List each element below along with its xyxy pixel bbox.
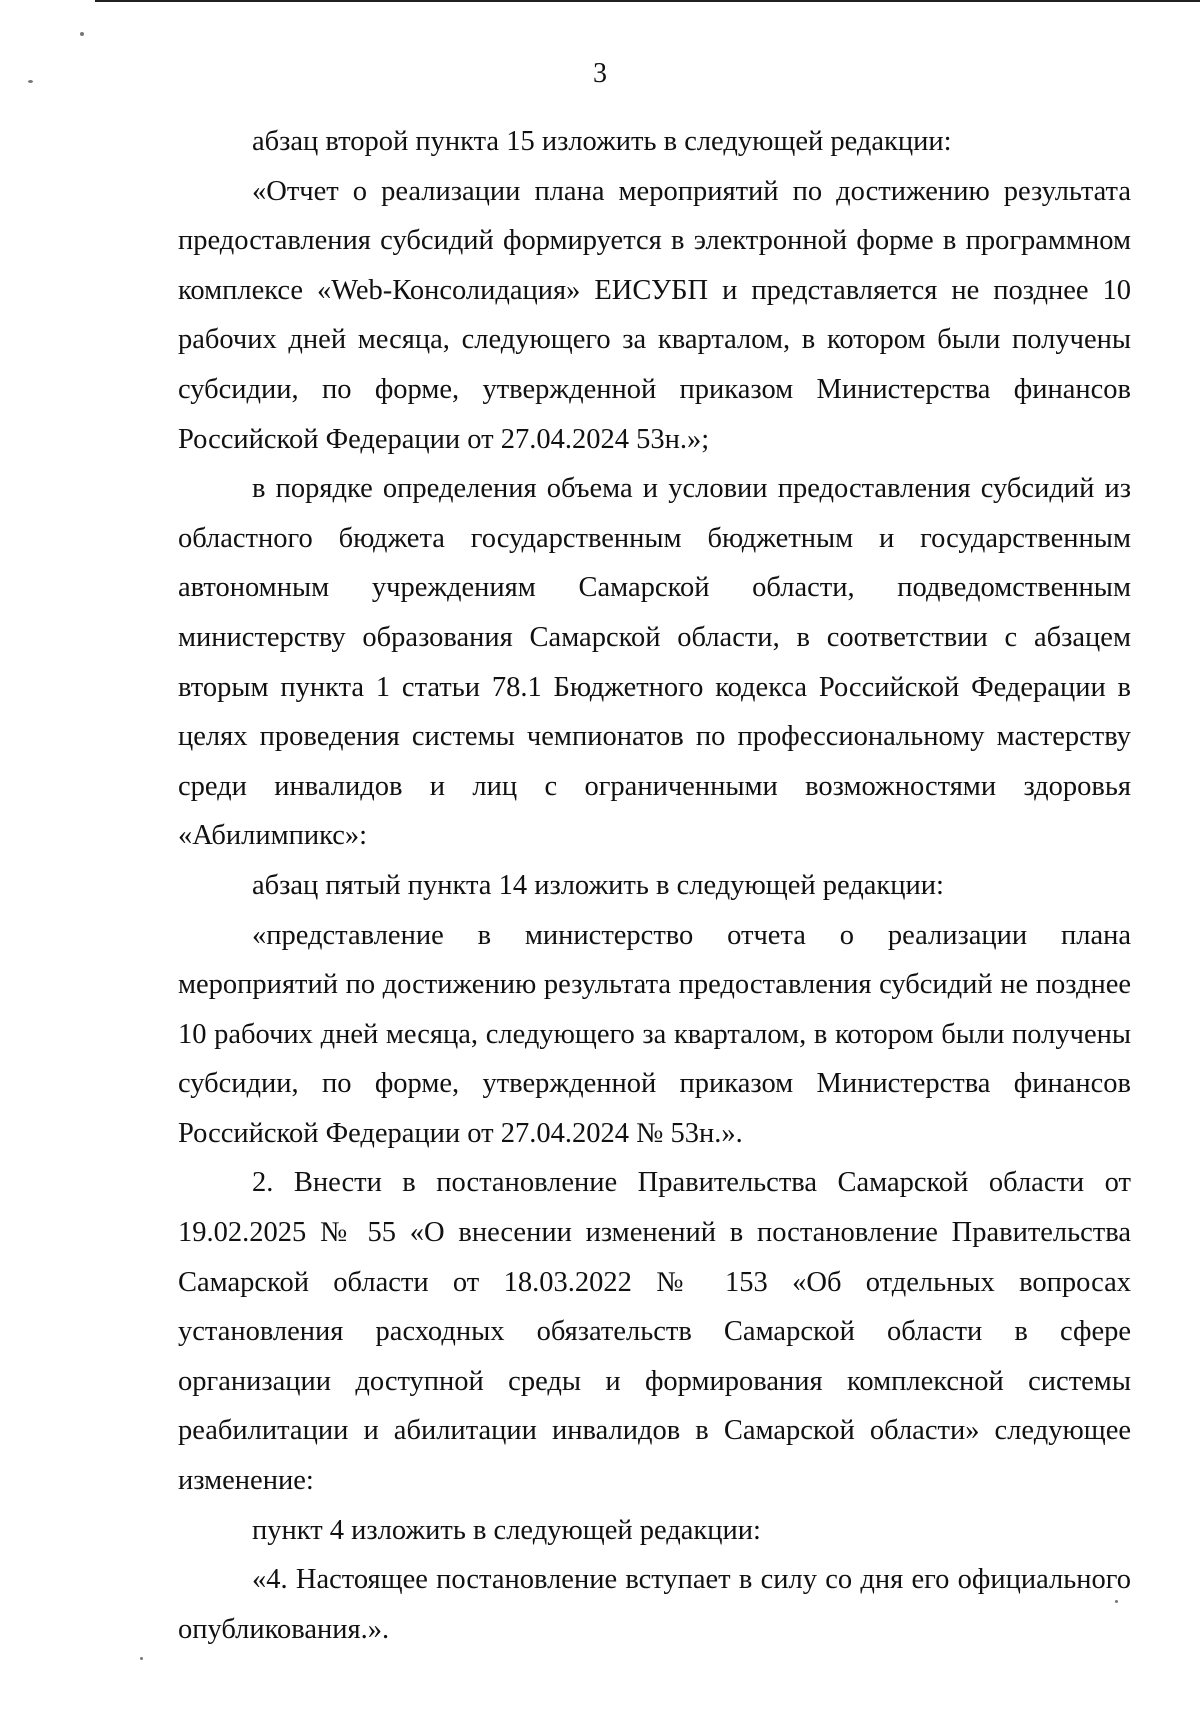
scan-speck: [28, 80, 33, 83]
top-edge-line: [95, 0, 1200, 2]
paragraph-4: абзац пятый пункта 14 изложить в следующей редакции:: [252, 869, 944, 901]
paragraph-5: «представление в министерство отчета о реализации плана мероприятий по достижению результата предоставления субсидий не позднее 10 рабочих дней месяца, следующего за кварталом, в котором были получены субсидии, по форме, утвержденной приказом Министерства финансов Российской Федерации от 27.04.2024 № 53н.».: [178, 919, 1131, 1149]
scan-speck: [1115, 1600, 1118, 1603]
scan-speck: [80, 32, 84, 36]
document-body: [178, 117, 1131, 1654]
paragraph-2: «Отчет о реализации плана мероприятий по достижению результата предоставления субсидий формируется в электронной форме в программном комплексе «Web-Консолидация» ЕИСУБП и представляется не позднее 10 рабочих дней месяца, следующего за кварталом, в котором были получены субсидии, по форме, утвержденной приказом Министерства финансов Российской Федерации от 27.04.2024 53н.»;: [178, 175, 1131, 455]
page-number: 3: [593, 58, 607, 89]
paragraph-6: 2. Внести в постановление Правительства Самарской области от 19.02.2025 № 55 «О внесении изменений в постановление Правительства Самарской области от 18.03.2022 № 153 «Об отдельных вопросах установления расходных обязательств Самарской области в сфере организации доступной среды и формирования комплексной системы реабилитации и абилитации инвалидов в Самарской области» следующее изменение:: [178, 1167, 1131, 1497]
scan-speck: [140, 1657, 143, 1660]
paragraph-8: «4. Настоящее постановление вступает в силу со дня его официального опубликования.».: [178, 1564, 1131, 1645]
paragraph-3: в порядке определения объема и условии предоставления субсидий из областного бюджета государственным бюджетным и государственным автономным учреждениям Самарской области, подведомственным министерству образования Самарской области, в соответствии с абзацем вторым пункта 1 статьи 78.1 Бюджетного кодекса Российской Федерации в целях проведения системы чемпионатов по профессиональному мастерству среди инвалидов и лиц с ограниченными возможностями здоровья «Абилимпикс»:: [178, 473, 1131, 852]
paragraph-7: пункт 4 изложить в следующей редакции:: [252, 1514, 761, 1546]
paragraph-1: абзац второй пункта 15 изложить в следующей редакции:: [252, 126, 952, 157]
